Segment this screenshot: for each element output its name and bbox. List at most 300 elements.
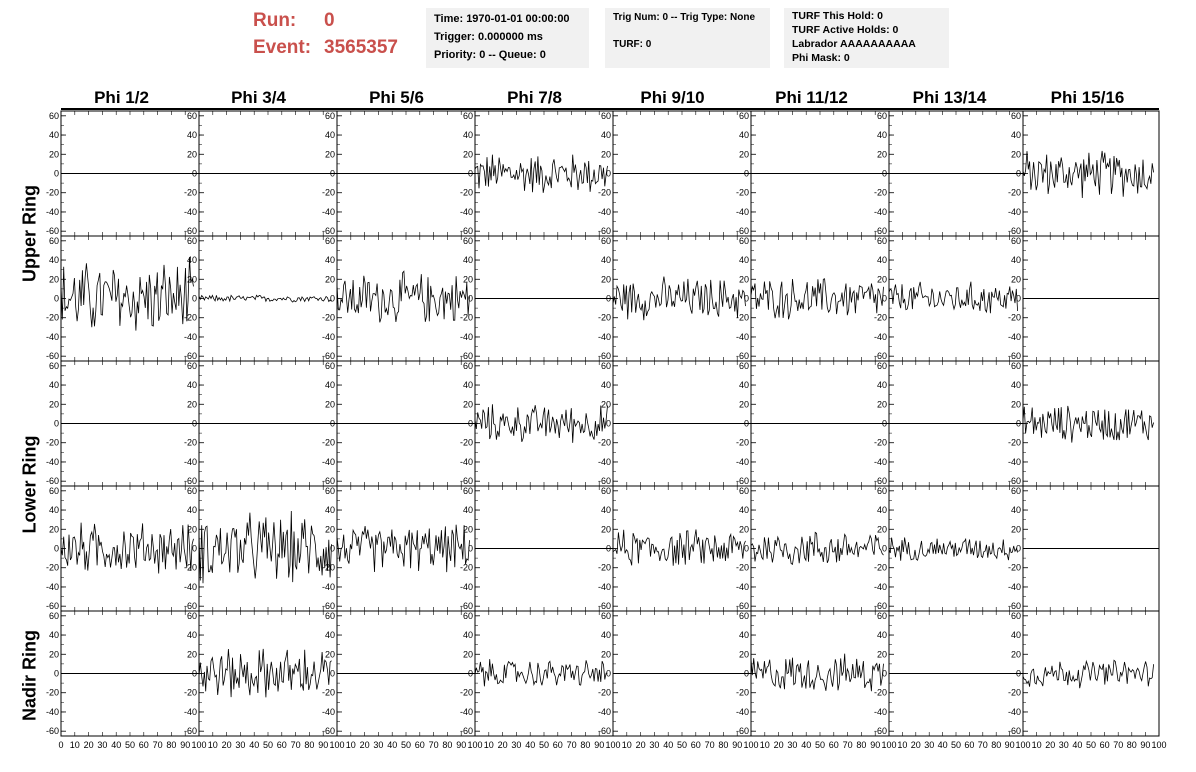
y-tick-label: -60: [459, 226, 473, 237]
y-tick-label: -40: [873, 706, 887, 717]
y-tick-label: -40: [183, 456, 197, 467]
x-tick-label: 10: [759, 740, 770, 750]
turf-text: TURF: 0: [613, 39, 652, 50]
y-tick-label: 0: [1015, 293, 1021, 304]
y-tick-label: -60: [45, 351, 59, 362]
y-tick-label: 0: [53, 543, 59, 554]
y-tick-label: 20: [186, 649, 197, 660]
x-tick-label: 100: [605, 740, 621, 750]
y-tick-label: 60: [324, 360, 335, 371]
y-tick-label: 40: [186, 130, 197, 141]
y-tick-label: -20: [597, 687, 611, 698]
y-tick-label: 60: [600, 360, 611, 371]
y-tick-label: -40: [459, 706, 473, 717]
y-tick-label: -20: [459, 312, 473, 323]
y-tick-label: -20: [873, 187, 887, 198]
y-tick-label: -40: [597, 456, 611, 467]
y-tick-label: 60: [462, 610, 473, 621]
y-tick-label: -60: [1007, 476, 1021, 487]
y-tick-label: 0: [605, 418, 611, 429]
column-header-phi-7-8: Phi 7/8: [507, 88, 562, 107]
y-tick-label: -60: [1007, 351, 1021, 362]
y-tick-label: -40: [183, 331, 197, 342]
y-tick-label: 40: [324, 380, 335, 391]
x-tick-label: 80: [580, 740, 591, 750]
x-tick-label: 50: [124, 740, 136, 750]
y-tick-label: 20: [1010, 524, 1021, 535]
y-tick-label: 0: [329, 293, 335, 304]
y-tick-label: 60: [876, 485, 887, 496]
y-tick-label: 0: [329, 543, 335, 554]
y-tick-label: 60: [738, 360, 749, 371]
x-tick-label: 100: [1015, 740, 1031, 750]
x-tick-label: 50: [1085, 740, 1097, 750]
waveform-trace: [199, 511, 332, 583]
y-tick-label: 0: [743, 543, 749, 554]
priority-text: Priority: 0 -- Queue: 0: [434, 49, 546, 61]
y-tick-label: -20: [183, 687, 197, 698]
y-tick-label: 40: [600, 380, 611, 391]
y-tick-label: 40: [600, 630, 611, 641]
x-tick-label: 50: [676, 740, 688, 750]
x-tick-label: 50: [950, 740, 962, 750]
x-tick-label: 40: [1072, 740, 1083, 750]
x-tick-label: 60: [138, 740, 149, 750]
y-tick-label: 40: [600, 505, 611, 516]
y-tick-label: 0: [467, 543, 473, 554]
y-tick-label: -60: [873, 351, 887, 362]
y-tick-label: 60: [738, 235, 749, 246]
y-tick-label: -20: [1007, 687, 1021, 698]
y-tick-label: -40: [183, 206, 197, 217]
waveform-trace: [751, 654, 884, 692]
y-tick-label: 60: [324, 610, 335, 621]
y-tick-label: 20: [462, 274, 473, 285]
column-header-phi-5-6: Phi 5/6: [369, 88, 424, 107]
waveform-frame: [751, 486, 889, 611]
y-tick-label: 20: [324, 149, 335, 160]
y-tick-label: 20: [876, 649, 887, 660]
waveform-trace: [199, 295, 332, 302]
y-tick-label: 0: [53, 418, 59, 429]
y-tick-label: 40: [462, 380, 473, 391]
x-tick-label: 90: [318, 740, 329, 750]
y-tick-label: -20: [1007, 187, 1021, 198]
y-tick-label: 60: [186, 485, 197, 496]
y-tick-label: 40: [876, 630, 887, 641]
y-tick-label: -40: [1007, 456, 1021, 467]
y-tick-label: 0: [743, 293, 749, 304]
y-tick-label: 20: [48, 399, 59, 410]
y-tick-label: 40: [1010, 380, 1021, 391]
y-tick-label: 40: [48, 505, 59, 516]
waveform-trace: [199, 649, 332, 698]
trig-num-text: Trig Num: 0 -- Trig Type: None: [613, 12, 756, 23]
waveform-trace: [889, 538, 1018, 561]
y-tick-label: -40: [321, 206, 335, 217]
x-tick-label: 60: [690, 740, 701, 750]
y-tick-label: 0: [329, 168, 335, 179]
x-tick-label: 30: [1058, 740, 1069, 750]
x-tick-label: 50: [262, 740, 274, 750]
y-tick-label: -20: [459, 187, 473, 198]
y-tick-label: 40: [876, 505, 887, 516]
x-tick-label: 70: [704, 740, 715, 750]
waveform-trace: [61, 257, 194, 330]
y-tick-label: -20: [1007, 562, 1021, 573]
y-tick-label: -40: [597, 706, 611, 717]
x-tick-label: 60: [552, 740, 563, 750]
y-tick-label: -40: [459, 206, 473, 217]
y-tick-label: 40: [876, 380, 887, 391]
y-tick-label: -60: [45, 601, 59, 612]
y-tick-label: 60: [186, 610, 197, 621]
x-tick-label: 90: [1140, 740, 1151, 750]
y-tick-label: 60: [876, 110, 887, 121]
event-value: 3565357: [324, 37, 398, 58]
y-tick-label: 0: [53, 668, 59, 679]
x-tick-label: 40: [801, 740, 812, 750]
y-tick-label: 20: [738, 524, 749, 535]
y-tick-label: 20: [462, 149, 473, 160]
trigger-text: Trigger: 0.000000 ms: [434, 31, 543, 43]
x-tick-label: 30: [373, 740, 384, 750]
y-tick-label: 60: [1010, 610, 1021, 621]
y-tick-label: -20: [183, 437, 197, 448]
y-tick-label: -20: [873, 437, 887, 448]
waveform-trace: [475, 659, 608, 686]
waveform-trace: [889, 282, 1018, 314]
y-tick-label: -60: [321, 226, 335, 237]
y-tick-label: -60: [45, 226, 59, 237]
y-tick-label: -40: [873, 581, 887, 592]
y-tick-label: 20: [600, 274, 611, 285]
y-tick-label: -60: [735, 601, 749, 612]
y-tick-label: 40: [324, 630, 335, 641]
y-tick-label: -60: [597, 226, 611, 237]
waveform-frame: [337, 236, 475, 361]
y-tick-label: -40: [321, 706, 335, 717]
x-tick-label: 40: [387, 740, 398, 750]
y-tick-label: 20: [48, 649, 59, 660]
y-tick-label: 40: [600, 255, 611, 266]
y-tick-label: -60: [321, 726, 335, 737]
x-tick-label: 70: [1113, 740, 1124, 750]
y-tick-label: 60: [600, 485, 611, 496]
y-tick-label: -60: [873, 601, 887, 612]
y-tick-label: 40: [324, 255, 335, 266]
y-tick-label: 40: [324, 130, 335, 141]
time-text: Time: 1970-01-01 00:00:00: [434, 13, 570, 25]
y-tick-label: 60: [600, 610, 611, 621]
y-tick-label: -60: [45, 726, 59, 737]
y-tick-label: -60: [459, 726, 473, 737]
y-tick-label: -40: [873, 206, 887, 217]
x-tick-label: 30: [235, 740, 246, 750]
y-tick-label: 60: [186, 360, 197, 371]
y-tick-label: 60: [876, 360, 887, 371]
y-tick-label: -40: [735, 706, 749, 717]
x-tick-label: 100: [1151, 740, 1167, 750]
y-tick-label: -60: [1007, 226, 1021, 237]
x-tick-label: 20: [83, 740, 94, 750]
y-tick-label: -20: [735, 187, 749, 198]
y-tick-label: 60: [600, 110, 611, 121]
y-tick-label: -60: [321, 476, 335, 487]
y-tick-label: 40: [48, 130, 59, 141]
y-tick-label: 60: [876, 235, 887, 246]
y-tick-label: -20: [873, 562, 887, 573]
column-header-phi-15-16: Phi 15/16: [1050, 88, 1125, 107]
y-tick-label: 40: [186, 255, 197, 266]
x-tick-label: 70: [290, 740, 301, 750]
x-tick-label: 80: [718, 740, 729, 750]
waveform-trace: [613, 277, 746, 321]
y-tick-label: 0: [881, 543, 887, 554]
x-tick-label: 50: [538, 740, 550, 750]
y-tick-label: 40: [48, 380, 59, 391]
y-tick-label: -20: [873, 312, 887, 323]
y-tick-label: -60: [183, 351, 197, 362]
y-tick-label: -40: [597, 581, 611, 592]
run-value: 0: [324, 10, 335, 31]
waveform-trace: [751, 279, 884, 320]
y-tick-label: 0: [605, 543, 611, 554]
y-tick-label: -40: [597, 331, 611, 342]
y-tick-label: -20: [183, 187, 197, 198]
x-tick-label: 80: [1126, 740, 1137, 750]
waveform-trace: [61, 523, 194, 574]
y-tick-label: -20: [1007, 437, 1021, 448]
y-tick-label: 40: [462, 630, 473, 641]
y-tick-label: 60: [462, 110, 473, 121]
y-tick-label: -60: [45, 476, 59, 487]
turf-hold-text: TURF This Hold: 0: [792, 10, 883, 22]
x-tick-label: 90: [1004, 740, 1015, 750]
y-tick-label: -20: [597, 312, 611, 323]
event-label: Event:: [253, 37, 312, 58]
y-tick-label: 40: [738, 505, 749, 516]
column-header-phi-1-2: Phi 1/2: [94, 88, 149, 107]
y-tick-label: 40: [324, 505, 335, 516]
x-tick-label: 10: [1031, 740, 1042, 750]
y-tick-label: 60: [462, 360, 473, 371]
y-tick-label: 20: [48, 274, 59, 285]
ring-label-lower: Lower Ring: [19, 435, 40, 534]
y-tick-label: 0: [467, 293, 473, 304]
y-tick-label: -20: [45, 187, 59, 198]
y-tick-label: -40: [1007, 331, 1021, 342]
y-tick-label: -20: [597, 562, 611, 573]
y-tick-label: 20: [462, 649, 473, 660]
x-tick-label: 70: [977, 740, 988, 750]
y-tick-label: -40: [1007, 581, 1021, 592]
y-tick-label: -60: [597, 726, 611, 737]
y-tick-label: 20: [186, 274, 197, 285]
y-tick-label: -40: [1007, 706, 1021, 717]
y-tick-label: -20: [183, 312, 197, 323]
y-tick-label: -20: [735, 312, 749, 323]
y-tick-label: 60: [48, 235, 59, 246]
y-tick-label: -40: [45, 206, 59, 217]
y-tick-label: -40: [459, 456, 473, 467]
y-tick-label: -60: [459, 351, 473, 362]
y-tick-label: 20: [324, 649, 335, 660]
y-tick-label: 20: [738, 649, 749, 660]
y-tick-label: 60: [1010, 110, 1021, 121]
y-tick-label: 0: [53, 168, 59, 179]
y-tick-label: 20: [600, 649, 611, 660]
y-tick-label: 20: [738, 399, 749, 410]
y-tick-label: -40: [735, 331, 749, 342]
y-tick-label: -20: [597, 437, 611, 448]
y-tick-label: -20: [45, 312, 59, 323]
y-tick-label: -20: [1007, 312, 1021, 323]
x-tick-label: 90: [870, 740, 881, 750]
waveform-trace: [475, 155, 608, 193]
y-tick-label: 0: [191, 668, 197, 679]
column-header-phi-13-14: Phi 13/14: [912, 88, 987, 107]
y-tick-label: 60: [1010, 485, 1021, 496]
y-tick-label: 20: [462, 399, 473, 410]
x-tick-label: 20: [1045, 740, 1056, 750]
run-label: Run:: [253, 10, 297, 31]
y-tick-label: -20: [459, 687, 473, 698]
waveform-frame: [1023, 361, 1159, 486]
y-tick-label: 40: [738, 130, 749, 141]
y-tick-label: 60: [462, 235, 473, 246]
x-tick-label: 90: [180, 740, 191, 750]
y-tick-label: 40: [1010, 255, 1021, 266]
y-tick-label: -20: [45, 687, 59, 698]
y-tick-label: 20: [324, 274, 335, 285]
y-tick-label: 20: [324, 524, 335, 535]
x-tick-label: 30: [787, 740, 798, 750]
x-tick-label: 80: [442, 740, 453, 750]
x-tick-label: 10: [621, 740, 632, 750]
y-tick-label: -40: [183, 581, 197, 592]
y-tick-label: 20: [186, 399, 197, 410]
y-tick-label: 0: [605, 168, 611, 179]
waveform-trace: [1023, 406, 1154, 443]
y-tick-label: -40: [321, 331, 335, 342]
y-tick-label: -60: [459, 476, 473, 487]
x-tick-label: 60: [276, 740, 287, 750]
y-tick-label: -60: [735, 726, 749, 737]
y-tick-label: -20: [321, 187, 335, 198]
y-tick-label: -60: [597, 351, 611, 362]
waveform-trace: [1023, 660, 1154, 688]
y-tick-label: -40: [597, 206, 611, 217]
x-tick-label: 20: [497, 740, 508, 750]
y-tick-label: 40: [462, 255, 473, 266]
y-tick-label: 60: [48, 360, 59, 371]
y-tick-label: 40: [876, 255, 887, 266]
x-tick-label: 20: [773, 740, 784, 750]
y-tick-label: -20: [735, 562, 749, 573]
labrador-text: Labrador AAAAAAAAAA: [792, 38, 916, 50]
y-tick-label: -40: [873, 456, 887, 467]
x-tick-label: 30: [511, 740, 522, 750]
x-tick-label: 30: [97, 740, 108, 750]
y-tick-label: -40: [1007, 206, 1021, 217]
x-tick-label: 100: [467, 740, 483, 750]
y-tick-label: -60: [597, 601, 611, 612]
y-tick-label: -20: [735, 437, 749, 448]
y-tick-label: 0: [1015, 418, 1021, 429]
y-tick-label: 0: [881, 293, 887, 304]
y-tick-label: -60: [183, 726, 197, 737]
y-tick-label: 60: [48, 485, 59, 496]
y-tick-label: 0: [743, 168, 749, 179]
waveform-frame: [751, 611, 889, 736]
y-tick-label: -40: [459, 331, 473, 342]
y-tick-label: 40: [48, 255, 59, 266]
y-tick-label: 60: [738, 110, 749, 121]
x-tick-label: 50: [400, 740, 412, 750]
x-tick-label: 10: [207, 740, 218, 750]
y-tick-label: -20: [183, 562, 197, 573]
y-tick-label: 60: [324, 110, 335, 121]
y-tick-label: -60: [321, 601, 335, 612]
y-tick-label: -60: [183, 601, 197, 612]
y-tick-label: 20: [600, 524, 611, 535]
y-tick-label: 0: [605, 293, 611, 304]
y-tick-label: 60: [462, 485, 473, 496]
y-tick-label: 40: [186, 380, 197, 391]
y-tick-label: 0: [881, 668, 887, 679]
y-tick-label: -60: [873, 476, 887, 487]
x-tick-label: 80: [304, 740, 315, 750]
y-tick-label: 60: [48, 610, 59, 621]
y-tick-label: 0: [467, 668, 473, 679]
y-tick-label: -40: [735, 581, 749, 592]
x-tick-label: 90: [456, 740, 467, 750]
x-tick-label: 100: [329, 740, 345, 750]
y-tick-label: -40: [45, 456, 59, 467]
waveform-trace: [751, 532, 884, 564]
y-tick-label: -60: [735, 351, 749, 362]
waveform-trace: [337, 525, 470, 572]
x-tick-label: 20: [910, 740, 921, 750]
ring-label-upper: Upper Ring: [19, 185, 40, 282]
y-tick-label: 20: [738, 274, 749, 285]
x-tick-label: 100: [191, 740, 207, 750]
y-tick-label: 40: [186, 505, 197, 516]
y-tick-label: -20: [735, 687, 749, 698]
y-tick-label: 0: [329, 668, 335, 679]
x-tick-label: 10: [69, 740, 80, 750]
y-tick-label: 60: [738, 485, 749, 496]
x-tick-label: 70: [842, 740, 853, 750]
y-tick-label: 20: [876, 274, 887, 285]
y-tick-label: 40: [738, 255, 749, 266]
y-tick-label: 0: [1015, 668, 1021, 679]
x-tick-label: 70: [152, 740, 163, 750]
x-tick-label: 60: [414, 740, 425, 750]
y-tick-label: 40: [48, 630, 59, 641]
y-tick-label: 20: [1010, 399, 1021, 410]
x-tick-label: 20: [359, 740, 370, 750]
y-tick-label: -40: [735, 206, 749, 217]
y-tick-label: 40: [600, 130, 611, 141]
x-tick-label: 50: [814, 740, 826, 750]
waveform-trace: [475, 404, 608, 443]
y-tick-label: 40: [1010, 630, 1021, 641]
y-tick-label: -60: [459, 601, 473, 612]
y-tick-label: -40: [321, 581, 335, 592]
y-tick-label: 20: [600, 149, 611, 160]
